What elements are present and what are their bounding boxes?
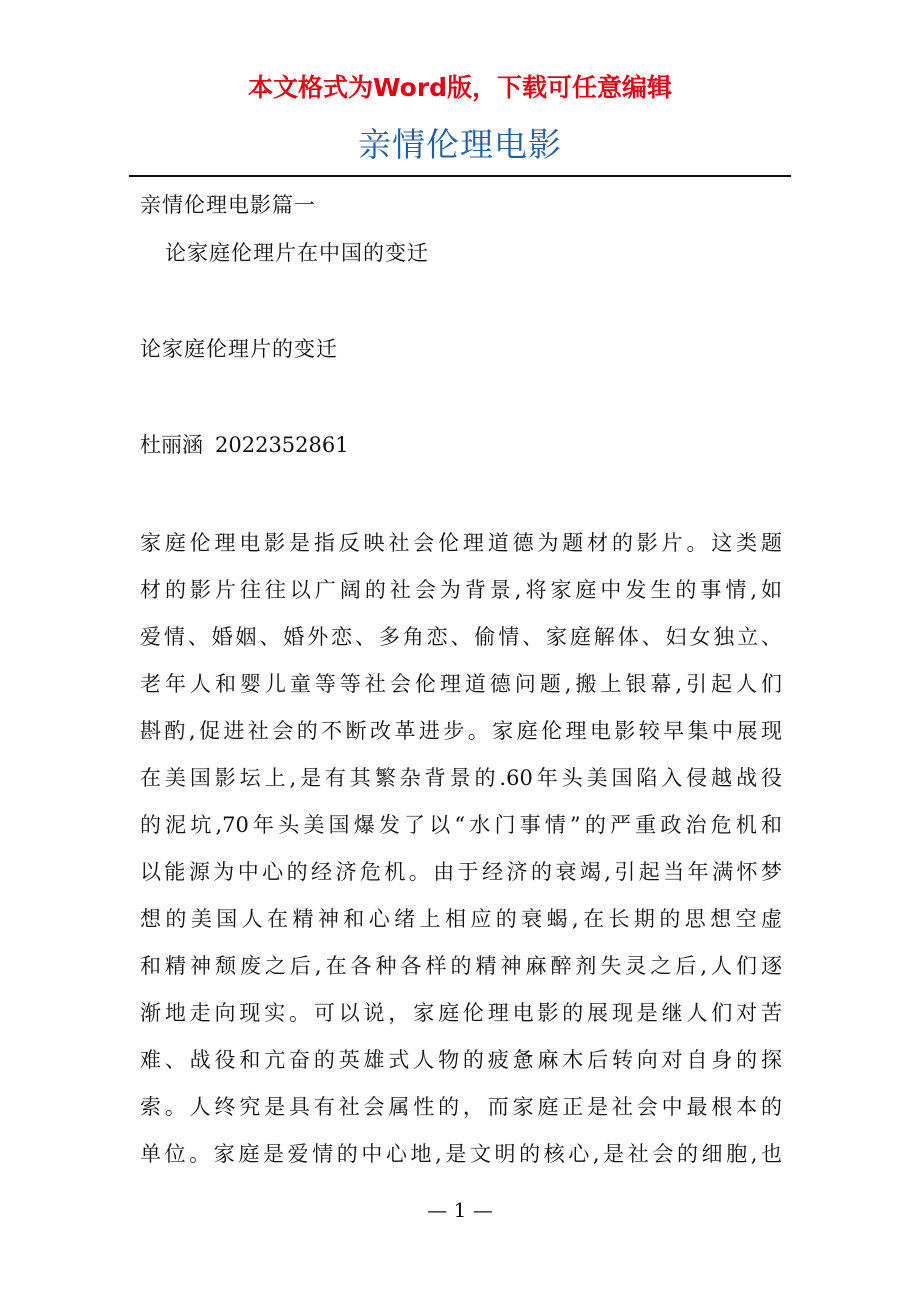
body-line: 家庭伦理电影是指反映社会伦理道德为题材的影片。这类题 — [140, 531, 782, 555]
section-subtitle: 亲情伦理电影篇一 — [140, 193, 316, 217]
format-notice-banner: 本文格式为Word版，下载可任意编辑 — [247, 73, 673, 102]
body-line: 难、战役和亢奋的英雄式人物的疲惫麻木后转向对自身的探 — [140, 1048, 782, 1072]
title-divider — [129, 175, 791, 177]
article-title: 论家庭伦理片在中国的变迁 — [165, 241, 429, 265]
body-line: 和精神颓废之后,在各种各样的精神麻醉剂失灵之后,人们逐 — [140, 954, 782, 978]
body-line: 老年人和婴儿童等等社会伦理道德问题,搬上银幕,引起人们 — [140, 672, 782, 696]
body-paragraph — [140, 520, 782, 1178]
author-line — [140, 430, 349, 460]
author-student-id: 2022352861 — [215, 433, 349, 457]
body-line: 的泥坑,70年头美国爆发了以“水门事情”的严重政治危机和 — [140, 813, 782, 837]
body-line: 斟酌,促进社会的不断改革进步。家庭伦理电影较早集中展现 — [140, 719, 782, 743]
document-title: 亲情伦理电影 — [358, 125, 562, 164]
body-line: 在美国影坛上,是有其繁杂背景的.60年头美国陷入侵越战役 — [140, 766, 782, 790]
body-line: 想的美国人在精神和心绪上相应的衰蝎,在长期的思想空虚 — [140, 907, 782, 931]
article-heading: 论家庭伦理片的变迁 — [140, 337, 338, 361]
author-name: 杜丽涵 — [140, 433, 203, 457]
body-line: 材的影片往往以广阔的社会为背景,将家庭中发生的事情,如 — [140, 578, 782, 602]
page-number: — 1 — — [427, 1198, 493, 1222]
body-line: 以能源为中心的经济危机。由于经济的衰竭,引起当年满怀梦 — [140, 860, 782, 884]
body-line: 爱情、婚姻、婚外恋、多角恋、偷情、家庭解体、妇女独立、 — [140, 625, 782, 649]
body-line: 单位。家庭是爱情的中心地,是文明的核心,是社会的细胞,也 — [140, 1142, 782, 1166]
body-line: 索。人终究是具有社会属性的，而家庭正是社会中最根本的 — [140, 1095, 782, 1119]
body-line: 渐地走向现实。可以说，家庭伦理电影的展现是继人们对苦 — [140, 1001, 782, 1025]
